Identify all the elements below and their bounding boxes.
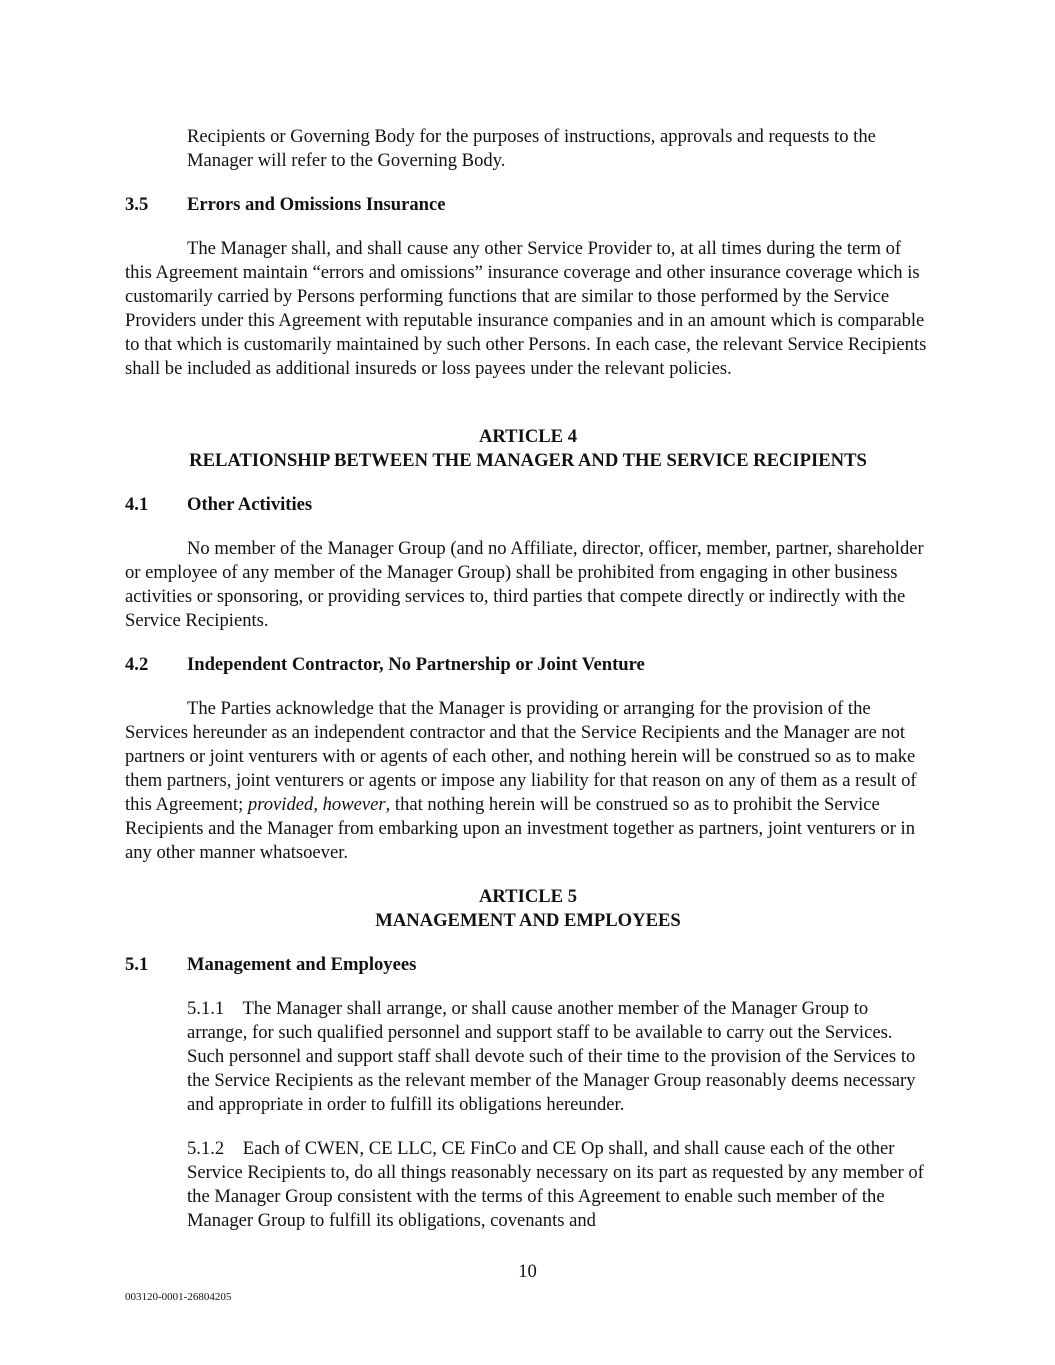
article-4-heading (125, 425, 931, 473)
section-4-2-body (125, 697, 931, 865)
section-title: Independent Contractor, No Partnership or Joint Venture (187, 654, 645, 675)
section-3-5-body: The Manager shall, and shall cause any other Service Provider to, at all times during the term of this Agreement maintain “errors and omissions” insurance coverage and other insurance coverage which is customarily carried by Persons performing functions that are similar to those performed by the Service Providers under this Agreement with reputable insurance companies and in an amount which is comparable to that which is customarily maintained by such other Persons. In each case, the relevant Service Recipients shall be included as additional insureds or loss payees under the relevant policies. (125, 238, 927, 379)
body-text: The Parties acknowledge that the Manager is providing or arranging for the provision of the Services hereunder as an independent contractor and that the Service Recipients and the Manager are not partners or joint venturers with or agents of each other, and nothing herein will be construed so as to make them partners, joint venturers or agents or impose any liability for that reason on any of them as a result of this Agreement; (125, 698, 917, 815)
section-title: Management and Employees (187, 954, 417, 975)
section-number: 5.1 (125, 954, 149, 975)
article-title: MANAGEMENT AND EMPLOYEES (375, 910, 681, 931)
subsection-body: The Manager shall arrange, or shall cause another member of the Manager Group to arrange, for such qualified personnel and support staff to be available to carry out the Services. Such personnel and support staff shall devote such of their time to the provision of the Services to the Service Recipients as the relevant member of the Manager Group reasonably deems necessary and appropriate in order to fulfill its obligations hereunder. (187, 998, 916, 1115)
section-5-1-heading (125, 953, 931, 977)
article-label: ARTICLE 4 (478, 426, 578, 447)
section-4-1-body: No member of the Manager Group (and no Affiliate, director, officer, member, partner, shareholder or employee of any member of the Manager Group) shall be prohibited from engaging in other business activities or sponsoring, or providing services to, third parties that compete directly or indirectly with the Service Recipients. (125, 538, 924, 631)
subsection-number: 5.1.1 (187, 998, 225, 1019)
subsection-body: Each of CWEN, CE LLC, CE FinCo and CE Op shall, and shall cause each of the other Service Recipients to, do all things reasonably necessary on its part as requested by any member of the Manager Group consistent with the terms of this Agreement to enable such member of the Manager Group to fulfill its obligations, covenants and (187, 1138, 924, 1231)
section-title: Other Activities (187, 494, 313, 515)
section-number: 4.2 (125, 654, 149, 675)
body-text: , that nothing herein will be construed so as to prohibit the Service Recipients and the Manager from embarking upon an investment together as partners, joint venturers or in any other manner whatsoever. (125, 794, 916, 863)
italic-term: provided (247, 794, 314, 815)
section-3-5-heading (125, 193, 931, 217)
italic-term: however (322, 794, 386, 815)
article-5-heading (125, 885, 931, 933)
page-number: 10 (518, 1261, 537, 1282)
continuation-paragraph: Recipients or Governing Body for the purposes of instructions, approvals and requests to the Manager will refer to the Governing Body. (187, 126, 876, 171)
separator: , (313, 794, 323, 815)
subsection-5-1-1 (187, 997, 932, 1117)
section-4-1-heading (125, 493, 931, 517)
article-title: RELATIONSHIP BETWEEN THE MANAGER AND THE SERVICE RECIPIENTS (189, 450, 867, 471)
article-label: ARTICLE 5 (478, 886, 578, 907)
section-4-2-heading (125, 653, 931, 677)
document-id: 003120-0001-26804205 (125, 1291, 232, 1303)
subsection-number: 5.1.2 (187, 1138, 225, 1159)
section-number: 4.1 (125, 494, 149, 515)
subsection-5-1-2 (187, 1137, 932, 1233)
section-number: 3.5 (125, 194, 149, 215)
section-title: Errors and Omissions Insurance (187, 194, 446, 215)
